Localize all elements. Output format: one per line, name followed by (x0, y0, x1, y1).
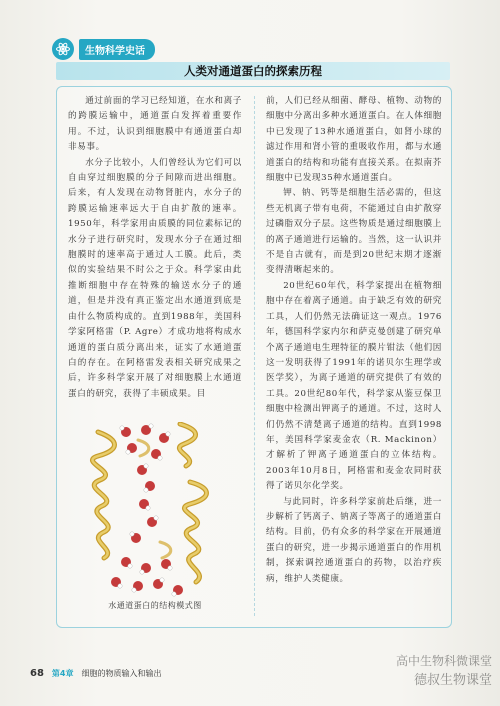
watermark-line-2: 德叔生物课堂 (413, 673, 492, 688)
section-tag (52, 38, 155, 60)
left-column (68, 94, 242, 402)
right-column (266, 94, 442, 587)
page-number: 68 (30, 668, 44, 679)
watermark-line-1: 高中生物科微课堂 (395, 654, 492, 668)
column-divider (254, 96, 256, 616)
paragraph: 通过前面的学习已经知道，在水和离子的跨膜运输中，通道蛋白发挥着重要作用。不过，认识到细胞膜中有通道蛋白却非易事。 (68, 96, 242, 153)
paragraph: 与此同时，许多科学家前赴后继，进一步解析了钙离子、钠离子等离子的通道蛋白结构。目前，仍有众多的科学家在开展通道蛋白的研究，进一步揭示通道蛋白的作用机制，探索调控通道蛋白的药物，以治疗疾病，维护人类健康。 (266, 496, 442, 584)
page-footer (30, 668, 162, 679)
aquaporin-figure (80, 422, 228, 598)
section-tag-label: 生物科学史话 (79, 39, 155, 60)
atom-icon (52, 38, 74, 60)
paragraph: 水分子比较小，人们曾经认为它们可以自由穿过细胞膜的分子间隙而进出细胞。后来，有人发现在动物肾脏内，水分子的跨膜运输速率远大于自由扩散的速率。1950年，科学家用由质膜的同位素标记的水分子进行研究时，发现水分子在通过细胞膜时的速率高于通过人工膜。此后，类似的实验结果不时公之于众。科学家由此推断细胞中存在特殊的输送水分子的通道，但是并没有真正鉴定出水通道到底是由什么物质构成的。直到1988年，美国科学家阿格雷（P. Agre）才成功地将构成水通道的蛋白质分离出来，证实了水通道蛋白的存在。在阿格雷发表相关研究成果之后，许多科学家开展了对细胞膜上水通道蛋白的研究，获得了丰硕成果。目 (68, 157, 242, 399)
water-molecules (111, 424, 183, 596)
figure-caption: 水通道蛋白的结构模式图 (108, 601, 202, 610)
watermark (396, 652, 492, 688)
paragraph: 钾、钠、钙等是细胞生活必需的，但这些无机离子带有电荷，不能通过自由扩散穿过磷脂双分子层。这些物质是通过细胞膜上的离子通道进行运输的。当然，这一认识并不是自古就有，而是到20世纪末期才逐渐变得清晰起来的。 (266, 188, 442, 276)
paragraph: 前，人们已经从细菌、酵母、植物、动物的细胞中分离出多种水通道蛋白。在人体细胞中已发现了13种水通道蛋白，如肾小球的滤过作用和肾小管的重吸收作用，都与水通道蛋白的结构和功能有直接关系。在拟南芥细胞中已发现35种水通道蛋白。 (266, 96, 442, 184)
article-title: 人类对通道蛋白的探索历程 (184, 64, 322, 78)
aquaporin-structure-illustration (80, 422, 228, 598)
chapter-number: 第4章 (51, 669, 74, 678)
chapter-title: 细胞的物质输入和输出 (81, 669, 162, 678)
paragraph: 20世纪60年代，科学家提出在植物细胞中存在着离子通道。由于缺乏有效的研究工具，人们仍然无法确证这一观点。1976年，德国科学家内尔和萨克曼创建了研究单个离子通道电生理特征的膜片钳法（他们因这一发明获得了1991年的诺贝尔生理学或医学奖），为离子通道的研究提供了有效的工具。20世纪80年代，科学家从鉴豆保卫细胞中检测出钾离子的通道。不过，这时人们仍然不清楚离子通道的结构。直到1998年，美国科学家麦金农（R. Mackinon）才解析了钾离子通道蛋白的立体结构。2003年10月8日，阿格雷和麦金农同时获得了诺贝尔化学奖。 (266, 280, 442, 492)
